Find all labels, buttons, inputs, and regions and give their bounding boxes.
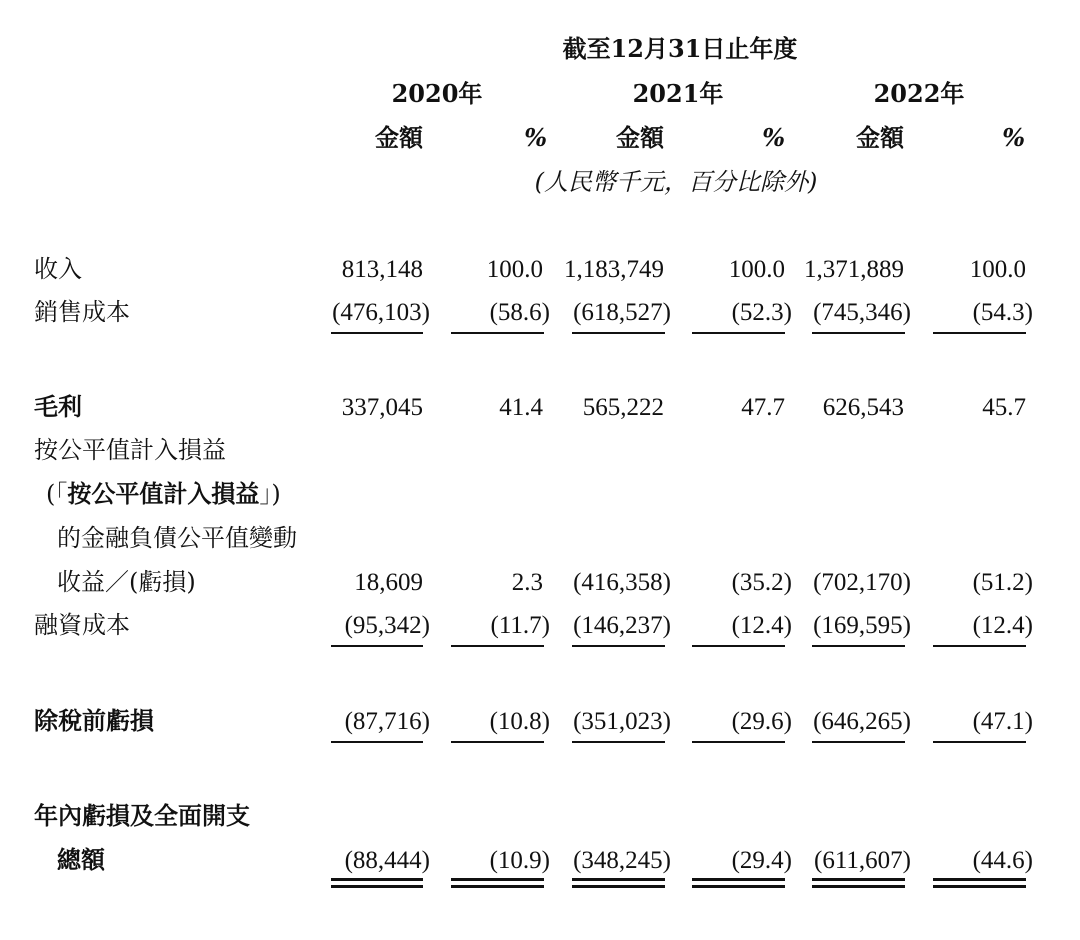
fin-2021-amount: (146,237) xyxy=(573,612,671,639)
fvtpl-label-line3: 的金融負債公平值變動 xyxy=(57,524,297,552)
year-2022: 2022年 xyxy=(873,79,965,108)
underline xyxy=(451,332,544,334)
fin-2021-pct: (12.4) xyxy=(731,612,792,639)
double-underline-bottom xyxy=(451,885,544,888)
fin-2020-amount: (95,342) xyxy=(344,612,430,639)
double-underline-top xyxy=(812,878,905,881)
fvtpl-2021-amount: (416,358) xyxy=(573,569,671,596)
total-2021-amount: (348,245) xyxy=(573,847,671,874)
fin-2022-amount: (169,595) xyxy=(813,612,911,639)
amount-header-2020: 金額 xyxy=(375,123,423,152)
fvtpl-2020-pct: 2.3 xyxy=(511,569,543,596)
gp-2021-pct: 47.7 xyxy=(741,394,785,421)
revenue-2022-amount: 1,371,889 xyxy=(804,256,904,283)
underline xyxy=(451,645,544,647)
fvtpl-2022-amount: (702,170) xyxy=(813,569,911,596)
amount-header-2021: 金額 xyxy=(616,123,664,152)
revenue-2021-pct: 100.0 xyxy=(728,256,785,283)
underline xyxy=(933,645,1026,647)
lbt-2022-amount: (646,265) xyxy=(813,708,911,735)
double-underline-bottom xyxy=(692,885,785,888)
year-2020: 2020年 xyxy=(391,79,483,108)
cost-2020-pct: (58.6) xyxy=(489,299,550,326)
cost-2021-amount: (618,527) xyxy=(573,299,671,326)
total-2020-pct: (10.9) xyxy=(489,847,550,874)
cost-2020-amount: (476,103) xyxy=(332,299,430,326)
fvtpl-2022-pct: (51.2) xyxy=(972,569,1033,596)
underline xyxy=(933,332,1026,334)
underline xyxy=(451,741,544,743)
gp-2020-pct: 41.4 xyxy=(499,394,543,421)
fvtpl-label-line1: 按公平值計入損益 xyxy=(34,436,226,464)
total-2022-pct: (44.6) xyxy=(972,847,1033,874)
fvtpl-close-bracket: 」) xyxy=(259,480,281,508)
lbt-2021-amount: (351,023) xyxy=(573,708,671,735)
gp-2021-amount: 565,222 xyxy=(582,394,664,421)
double-underline-top xyxy=(451,878,544,881)
underline xyxy=(572,741,665,743)
total-2022-amount: (611,607) xyxy=(814,847,911,874)
double-underline-top xyxy=(331,878,423,881)
fvtpl-label-line4: 收益／(虧損) xyxy=(57,568,196,596)
underline xyxy=(692,332,785,334)
cost-2021-pct: (52.3) xyxy=(731,299,792,326)
gross-profit-label: 毛利 xyxy=(34,392,82,421)
total-comprehensive-label-line1: 年內虧損及全面開支 xyxy=(34,801,250,830)
underline xyxy=(331,741,423,743)
underline xyxy=(572,332,665,334)
cost-2022-pct: (54.3) xyxy=(972,299,1033,326)
fvtpl-2020-amount: 18,609 xyxy=(354,569,423,596)
revenue-2021-amount: 1,183,749 xyxy=(564,256,664,283)
double-underline-top xyxy=(572,878,665,881)
underline xyxy=(812,332,905,334)
amount-header-2022: 金額 xyxy=(856,123,904,152)
underline xyxy=(933,741,1026,743)
double-underline-bottom xyxy=(933,885,1026,888)
double-underline-bottom xyxy=(572,885,665,888)
double-underline-bottom xyxy=(812,885,905,888)
fvtpl-label-line2 xyxy=(46,479,281,508)
period-title: 截至12月31日止年度 xyxy=(562,34,798,63)
underline xyxy=(572,645,665,647)
double-underline-top xyxy=(933,878,1026,881)
total-2020-amount: (88,444) xyxy=(344,847,430,874)
total-comprehensive-label-line2: 總額 xyxy=(57,845,105,874)
fin-2022-pct: (12.4) xyxy=(972,612,1033,639)
underline xyxy=(692,645,785,647)
cost-of-sales-label: 銷售成本 xyxy=(34,298,130,326)
lbt-2021-pct: (29.6) xyxy=(731,708,792,735)
lbt-2020-amount: (87,716) xyxy=(344,708,430,735)
pct-header-2021: % xyxy=(762,123,785,152)
revenue-2020-pct: 100.0 xyxy=(486,256,543,283)
underline xyxy=(331,332,423,334)
pct-header-2020: % xyxy=(524,123,547,152)
fvtpl-defined-term: 按公平值計入損益 xyxy=(67,479,260,508)
cost-2022-amount: (745,346) xyxy=(813,299,911,326)
underline xyxy=(692,741,785,743)
lbt-2022-pct: (47.1) xyxy=(972,708,1033,735)
fvtpl-open-bracket: (「 xyxy=(46,480,68,508)
underline xyxy=(812,741,905,743)
fvtpl-2021-pct: (35.2) xyxy=(731,569,792,596)
underline xyxy=(331,645,423,647)
gp-2020-amount: 337,045 xyxy=(341,394,423,421)
underline xyxy=(812,645,905,647)
loss-before-tax-label: 除稅前虧損 xyxy=(34,706,154,735)
gp-2022-pct: 45.7 xyxy=(982,394,1026,421)
revenue-label: 收入 xyxy=(34,255,82,283)
fin-2020-pct: (11.7) xyxy=(490,612,550,639)
total-2021-pct: (29.4) xyxy=(731,847,792,874)
double-underline-bottom xyxy=(331,885,423,888)
finance-costs-label: 融資成本 xyxy=(34,611,130,639)
pct-header-2022: % xyxy=(1002,123,1025,152)
revenue-2020-amount: 813,148 xyxy=(341,256,423,283)
gp-2022-amount: 626,543 xyxy=(822,394,904,421)
revenue-2022-pct: 100.0 xyxy=(969,256,1026,283)
year-2021: 2021年 xyxy=(632,79,724,108)
lbt-2020-pct: (10.8) xyxy=(489,708,550,735)
double-underline-top xyxy=(692,878,785,881)
unit-note: (人民幣千元，百分比除外) xyxy=(534,168,818,196)
